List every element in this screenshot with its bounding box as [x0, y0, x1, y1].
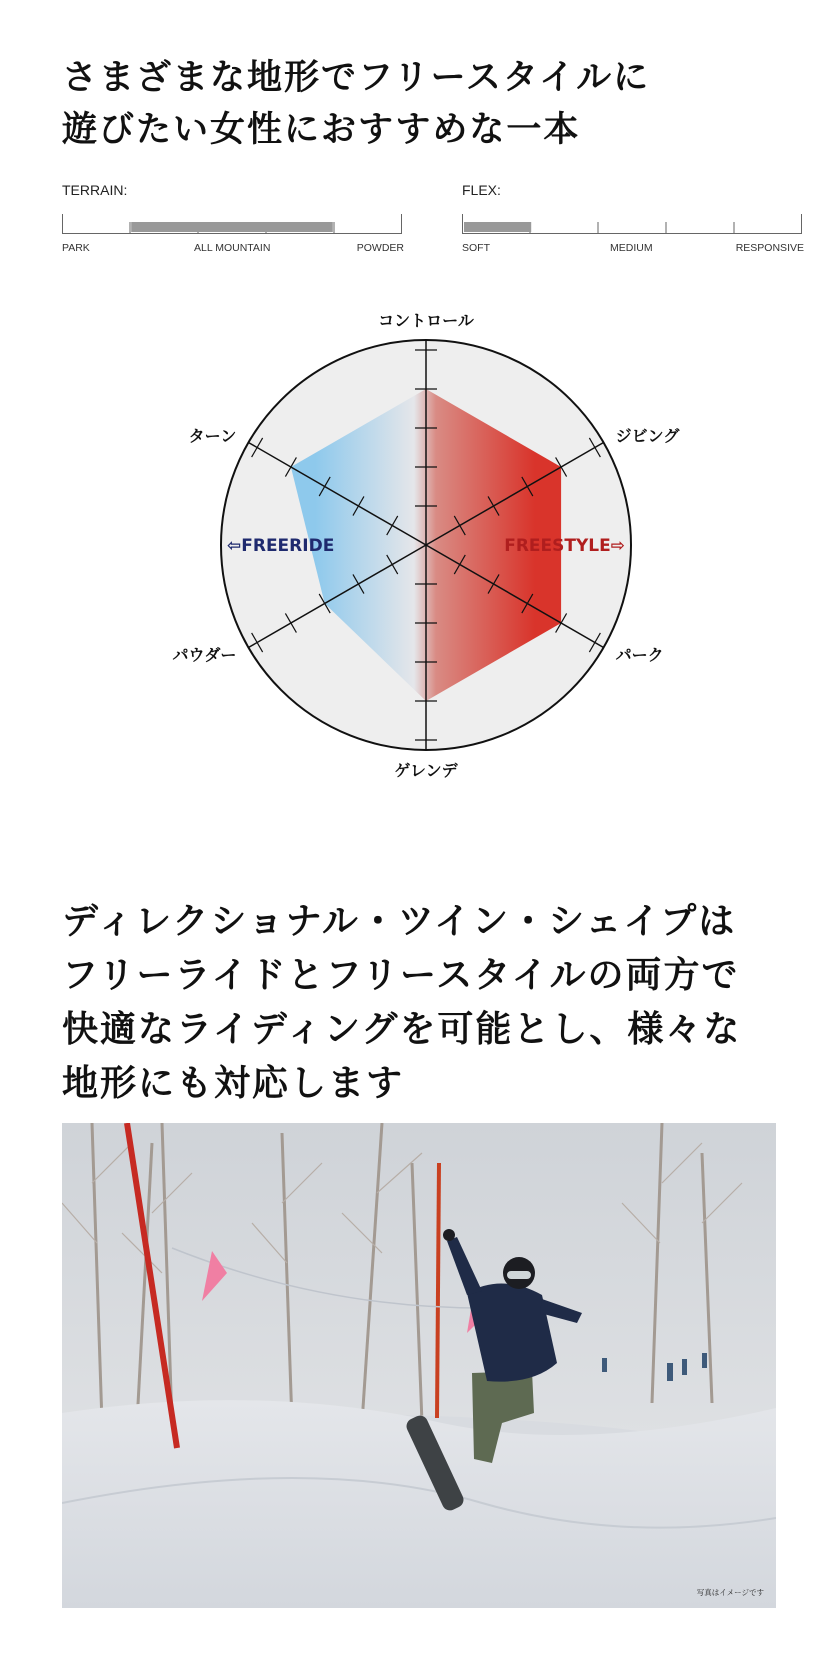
flex-title: FLEX:: [462, 182, 501, 198]
headline-top: [62, 52, 802, 156]
radar-axis-label: ジビング: [615, 426, 680, 446]
terrain-label-all-mountain: ALL MOUNTAIN: [194, 242, 271, 254]
headline-bottom-line-2: フリーライドとフリースタイルの両方で: [62, 955, 740, 996]
headline-bottom-line-4: 地形にも対応します: [62, 1063, 405, 1104]
headline-top-line-1: さまざまな地形でフリースタイルに: [62, 58, 651, 98]
radar-axis-label: ターン: [188, 426, 237, 446]
terrain-bar: [62, 214, 402, 234]
terrain-label-park: PARK: [62, 242, 90, 254]
radar-chart: [160, 300, 680, 800]
terrain-range-fill: [131, 222, 333, 232]
terrain-scale: [62, 182, 404, 262]
orange-pole: [437, 1163, 439, 1418]
photo-illustration: [62, 1123, 776, 1608]
flex-label-responsive: RESPONSIVE: [735, 242, 804, 254]
radar-axis-label: ゲレンデ: [394, 761, 458, 780]
freestyle-label: FREESTYLE⇨: [504, 536, 625, 556]
headline-bottom: [62, 895, 802, 1111]
flex-label-medium: MEDIUM: [610, 242, 653, 254]
radar-axis-label: コントロール: [378, 311, 474, 330]
headline-bottom-line-3: 快適なライディングを可能とし、様々な: [62, 1009, 742, 1050]
headline-top-line-2: 遊びたい女性におすすめな一本: [62, 110, 581, 150]
flex-label-soft: SOFT: [462, 242, 490, 254]
radar-axis-label: パウダー: [172, 645, 237, 665]
headline-bottom-line-1: ディレクショナル・ツイン・シェイプは: [62, 901, 737, 942]
terrain-title: TERRAIN:: [62, 182, 128, 198]
snowboarder-photo: [62, 1123, 776, 1608]
terrain-label-powder: POWDER: [356, 242, 404, 254]
freeride-label: ⇦FREERIDE: [227, 536, 335, 556]
flex-scale: [462, 182, 804, 262]
flex-range-fill: [464, 222, 531, 232]
flex-bar: [462, 214, 802, 234]
photo-caption: 写真はイメージです: [696, 1588, 764, 1597]
radar-axis-label: パーク: [615, 645, 664, 665]
